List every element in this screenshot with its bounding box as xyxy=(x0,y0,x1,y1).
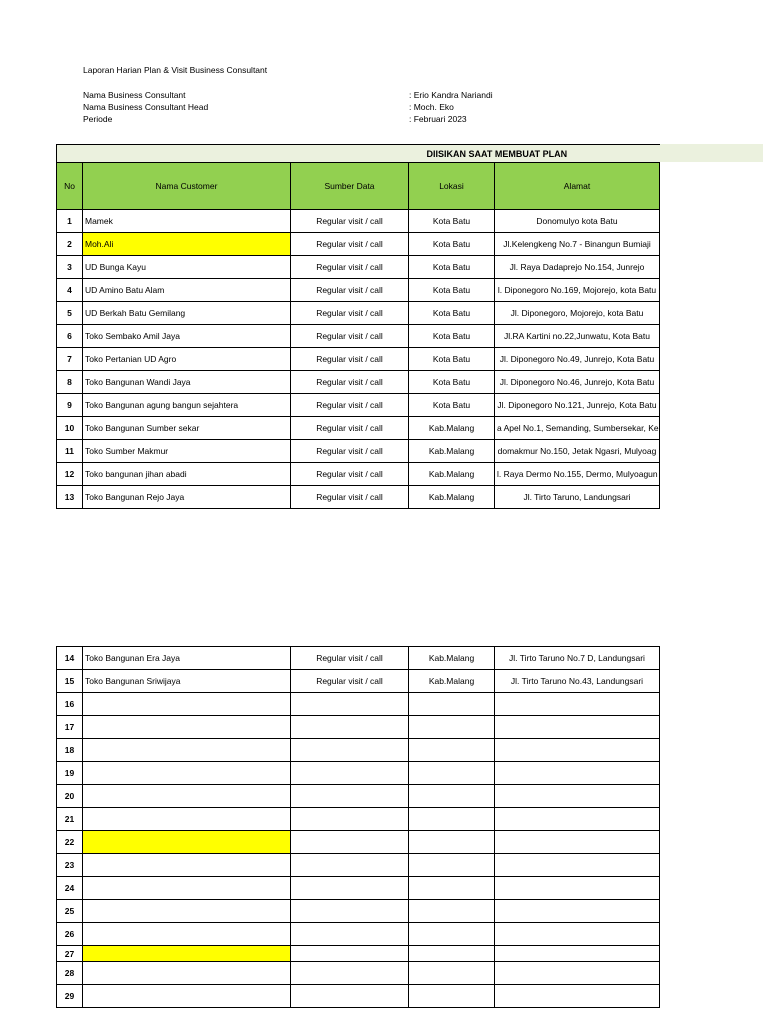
address-cell: Jl.RA Kartini no.22,Junwatu, Kota Batu xyxy=(495,325,660,348)
table-row xyxy=(57,831,660,854)
row-number: 24 xyxy=(57,877,83,900)
row-number: 19 xyxy=(57,762,83,785)
address-cell xyxy=(495,923,660,946)
row-number: 13 xyxy=(57,486,83,509)
customer-name-cell xyxy=(83,854,291,877)
table-row xyxy=(57,279,660,302)
location-cell: Kab.Malang xyxy=(409,670,495,693)
data-source-cell xyxy=(291,854,409,877)
address-cell: a Apel No.1, Semanding, Sumbersekar, Ke xyxy=(495,417,660,440)
period-value: : Februari 2023 xyxy=(409,114,467,124)
customer-name-cell: Toko Bangunan Wandi Jaya xyxy=(83,371,291,394)
location-cell: Kota Batu xyxy=(409,279,495,302)
data-source-cell xyxy=(291,900,409,923)
consultant-head-value: : Moch. Eko xyxy=(409,102,454,112)
table-row xyxy=(57,440,660,463)
table-row xyxy=(57,962,660,985)
customer-name-cell: UD Amino Batu Alam xyxy=(83,279,291,302)
row-number: 22 xyxy=(57,831,83,854)
table-banner: DIISIKAN SAAT MEMBUAT PLAN xyxy=(409,145,660,163)
customer-name-cell: Toko Bangunan agung bangun sejahtera xyxy=(83,394,291,417)
data-source-cell: Regular visit / call xyxy=(291,371,409,394)
table-row xyxy=(57,900,660,923)
location-cell xyxy=(409,877,495,900)
customer-name-cell: Toko Sumber Makmur xyxy=(83,440,291,463)
row-number: 18 xyxy=(57,739,83,762)
customer-name-cell xyxy=(83,877,291,900)
table-row xyxy=(57,325,660,348)
table-row xyxy=(57,463,660,486)
customer-name-cell: Toko Bangunan Sriwijaya xyxy=(83,670,291,693)
table-row xyxy=(57,739,660,762)
location-cell xyxy=(409,900,495,923)
location-cell xyxy=(409,946,495,962)
data-source-cell: Regular visit / call xyxy=(291,417,409,440)
data-source-cell: Regular visit / call xyxy=(291,233,409,256)
row-number: 29 xyxy=(57,985,83,1008)
location-cell: Kota Batu xyxy=(409,348,495,371)
customer-name-cell xyxy=(83,739,291,762)
customer-name-cell: UD Berkah Batu Gemilang xyxy=(83,302,291,325)
row-number: 6 xyxy=(57,325,83,348)
table-row xyxy=(57,348,660,371)
table-body-page1 xyxy=(57,210,660,509)
data-source-cell: Regular visit / call xyxy=(291,348,409,371)
location-cell xyxy=(409,785,495,808)
row-number: 20 xyxy=(57,785,83,808)
table-row xyxy=(57,670,660,693)
location-cell: Kota Batu xyxy=(409,233,495,256)
data-source-cell: Regular visit / call xyxy=(291,325,409,348)
address-cell: Jl. Tirto Taruno, Landungsari xyxy=(495,486,660,509)
address-cell xyxy=(495,785,660,808)
address-cell xyxy=(495,900,660,923)
location-cell: Kota Batu xyxy=(409,325,495,348)
data-source-cell: Regular visit / call xyxy=(291,210,409,233)
consultant-head-label: Nama Business Consultant Head xyxy=(83,102,209,112)
location-cell xyxy=(409,762,495,785)
table-row xyxy=(57,417,660,440)
row-number: 23 xyxy=(57,854,83,877)
table-row xyxy=(57,371,660,394)
plan-table-page2 xyxy=(56,646,660,1008)
data-source-cell xyxy=(291,808,409,831)
plan-table-page1 xyxy=(56,144,660,509)
location-cell xyxy=(409,962,495,985)
table-row xyxy=(57,302,660,325)
table-row xyxy=(57,210,660,233)
consultant-label: Nama Business Consultant xyxy=(83,90,186,100)
location-cell: Kota Batu xyxy=(409,371,495,394)
col-header-no: No xyxy=(57,163,83,210)
data-source-cell xyxy=(291,762,409,785)
table-row xyxy=(57,394,660,417)
address-cell xyxy=(495,985,660,1008)
table-banner-row xyxy=(57,145,660,163)
table-row xyxy=(57,716,660,739)
location-cell: Kab.Malang xyxy=(409,486,495,509)
row-number: 8 xyxy=(57,371,83,394)
row-number: 10 xyxy=(57,417,83,440)
location-cell xyxy=(409,985,495,1008)
address-cell: domakmur No.150, Jetak Ngasri, Mulyoag xyxy=(495,440,660,463)
row-number: 3 xyxy=(57,256,83,279)
data-source-cell xyxy=(291,831,409,854)
row-number: 5 xyxy=(57,302,83,325)
table-row xyxy=(57,877,660,900)
customer-name-cell xyxy=(83,808,291,831)
data-source-cell: Regular visit / call xyxy=(291,394,409,417)
data-source-cell xyxy=(291,693,409,716)
address-cell xyxy=(495,693,660,716)
table-row xyxy=(57,647,660,670)
table-row xyxy=(57,233,660,256)
address-cell: Donomulyo kota Batu xyxy=(495,210,660,233)
address-cell: Jl. Raya Dadaprejo No.154, Junrejo xyxy=(495,256,660,279)
address-cell: Jl.Kelengkeng No.7 - Binangun Bumiaji xyxy=(495,233,660,256)
table-row xyxy=(57,946,660,962)
col-header-name: Nama Customer xyxy=(83,163,291,210)
table-row xyxy=(57,923,660,946)
customer-name-cell xyxy=(83,762,291,785)
table-row xyxy=(57,808,660,831)
consultant-value: : Erio Kandra Nariandi xyxy=(409,90,493,100)
row-number: 16 xyxy=(57,693,83,716)
location-cell: Kota Batu xyxy=(409,302,495,325)
row-number: 15 xyxy=(57,670,83,693)
table-row xyxy=(57,985,660,1008)
customer-name-cell xyxy=(83,693,291,716)
customer-name-cell xyxy=(83,962,291,985)
address-cell xyxy=(495,962,660,985)
location-cell: Kab.Malang xyxy=(409,463,495,486)
customer-name-cell: Toko Sembako Amil Jaya xyxy=(83,325,291,348)
customer-name-cell: Toko Pertanian UD Agro xyxy=(83,348,291,371)
row-number: 14 xyxy=(57,647,83,670)
address-cell: Jl. Diponegoro No.121, Junrejo, Kota Batu xyxy=(495,394,660,417)
customer-name-cell: UD Bunga Kayu xyxy=(83,256,291,279)
row-number: 4 xyxy=(57,279,83,302)
location-cell: Kota Batu xyxy=(409,394,495,417)
address-cell xyxy=(495,946,660,962)
data-source-cell: Regular visit / call xyxy=(291,302,409,325)
data-source-cell xyxy=(291,985,409,1008)
column-header-row xyxy=(57,163,660,210)
location-cell xyxy=(409,808,495,831)
data-source-cell xyxy=(291,946,409,962)
table-row xyxy=(57,486,660,509)
address-cell xyxy=(495,808,660,831)
address-cell: l. Diponegoro No.169, Mojorejo, kota Batu xyxy=(495,279,660,302)
row-number: 26 xyxy=(57,923,83,946)
col-header-address: Alamat xyxy=(495,163,660,210)
data-source-cell: Regular visit / call xyxy=(291,486,409,509)
data-source-cell: Regular visit / call xyxy=(291,279,409,302)
table-row xyxy=(57,762,660,785)
data-source-cell xyxy=(291,785,409,808)
data-source-cell: Regular visit / call xyxy=(291,647,409,670)
location-cell: Kab.Malang xyxy=(409,440,495,463)
customer-name-cell: Mamek xyxy=(83,210,291,233)
customer-name-cell: Toko Bangunan Sumber sekar xyxy=(83,417,291,440)
customer-name-cell xyxy=(83,900,291,923)
row-number: 28 xyxy=(57,962,83,985)
row-number: 7 xyxy=(57,348,83,371)
row-number: 11 xyxy=(57,440,83,463)
address-cell: Jl. Tirto Taruno No.7 D, Landungsari xyxy=(495,647,660,670)
row-number: 1 xyxy=(57,210,83,233)
table-row xyxy=(57,256,660,279)
customer-name-cell xyxy=(83,923,291,946)
period-label: Periode xyxy=(83,114,113,124)
col-header-location: Lokasi xyxy=(409,163,495,210)
address-cell: Jl. Diponegoro No.49, Junrejo, Kota Batu xyxy=(495,348,660,371)
address-cell: Jl. Diponegoro No.46, Junrejo, Kota Batu xyxy=(495,371,660,394)
customer-name-cell xyxy=(83,716,291,739)
customer-name-cell: Toko Bangunan Era Jaya xyxy=(83,647,291,670)
address-cell: Jl. Diponegoro, Mojorejo, kota Batu xyxy=(495,302,660,325)
table-row xyxy=(57,693,660,716)
location-cell: Kota Batu xyxy=(409,210,495,233)
col-header-source: Sumber Data xyxy=(291,163,409,210)
location-cell xyxy=(409,854,495,877)
location-cell xyxy=(409,716,495,739)
customer-name-cell xyxy=(83,785,291,808)
address-cell xyxy=(495,762,660,785)
location-cell xyxy=(409,739,495,762)
row-number: 25 xyxy=(57,900,83,923)
location-cell: Kota Batu xyxy=(409,256,495,279)
row-number: 21 xyxy=(57,808,83,831)
address-cell xyxy=(495,739,660,762)
address-cell: l. Raya Dermo No.155, Dermo, Mulyoagun xyxy=(495,463,660,486)
location-cell: Kab.Malang xyxy=(409,417,495,440)
row-number: 2 xyxy=(57,233,83,256)
customer-name-cell: Moh.Ali xyxy=(83,233,291,256)
address-cell: Jl. Tirto Taruno No.43, Landungsari xyxy=(495,670,660,693)
customer-name-cell xyxy=(83,985,291,1008)
data-source-cell: Regular visit / call xyxy=(291,256,409,279)
data-source-cell xyxy=(291,923,409,946)
data-source-cell: Regular visit / call xyxy=(291,463,409,486)
data-source-cell xyxy=(291,716,409,739)
table-row xyxy=(57,854,660,877)
address-cell xyxy=(495,831,660,854)
row-number: 27 xyxy=(57,946,83,962)
data-source-cell: Regular visit / call xyxy=(291,440,409,463)
row-number: 12 xyxy=(57,463,83,486)
address-cell xyxy=(495,716,660,739)
row-number: 9 xyxy=(57,394,83,417)
customer-name-cell xyxy=(83,831,291,854)
address-cell xyxy=(495,854,660,877)
data-source-cell xyxy=(291,877,409,900)
customer-name-cell: Toko bangunan jihan abadi xyxy=(83,463,291,486)
customer-name-cell: Toko Bangunan Rejo Jaya xyxy=(83,486,291,509)
data-source-cell xyxy=(291,739,409,762)
data-source-cell: Regular visit / call xyxy=(291,670,409,693)
location-cell xyxy=(409,693,495,716)
row-number: 17 xyxy=(57,716,83,739)
table-body-page2 xyxy=(57,647,660,1008)
location-cell: Kab.Malang xyxy=(409,647,495,670)
data-source-cell xyxy=(291,962,409,985)
location-cell xyxy=(409,831,495,854)
address-cell xyxy=(495,877,660,900)
customer-name-cell xyxy=(83,946,291,962)
table-row xyxy=(57,785,660,808)
banner-extension xyxy=(659,144,763,162)
location-cell xyxy=(409,923,495,946)
report-title: Laporan Harian Plan & Visit Business Consultant xyxy=(83,65,268,75)
